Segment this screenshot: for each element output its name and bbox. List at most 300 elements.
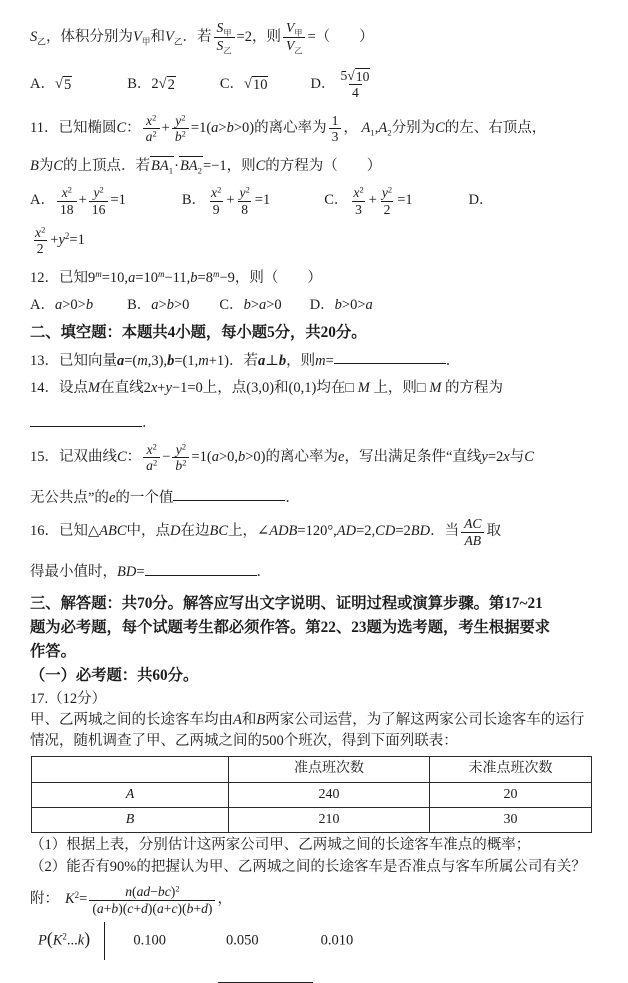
text-run: =1( (191, 449, 212, 466)
text-run: =10 (135, 270, 158, 287)
text-run: =−1，则 (203, 158, 256, 175)
text-run: 得最小值时， (30, 563, 117, 580)
superscript: m (158, 269, 165, 280)
text-run: + (163, 900, 172, 916)
text-run: ： (126, 119, 141, 136)
math-variable: A (378, 119, 388, 136)
text-run: ) (84, 928, 91, 949)
text-run: 上，∠ (228, 523, 270, 540)
text-run: 11．已知椭圆 (30, 119, 117, 136)
math-fraction (337, 68, 373, 101)
table-header-cell (32, 757, 229, 782)
text-run: 在边 (180, 523, 210, 540)
text-run: ： (126, 449, 142, 466)
math-variable: a (145, 128, 153, 144)
table-cell: 210 (229, 808, 430, 833)
superscript: 2 (152, 457, 158, 468)
subscript: 乙 (294, 46, 303, 56)
fraction-denominator (57, 201, 77, 217)
math-variable: b (226, 119, 234, 136)
text-run: =1 (110, 192, 126, 209)
bold-text: 三、解答题：共70分。解答应写出文字说明、证明过程或演算步骤。第17~21 (30, 594, 543, 612)
text-run: = (325, 352, 334, 369)
text-run: =1 (69, 231, 85, 248)
math-variable: C (524, 449, 534, 466)
math-vector-variable: b (167, 352, 175, 369)
text-run: + (193, 900, 202, 916)
subscript: 甲 (141, 36, 151, 47)
text-run: −11, (164, 270, 191, 287)
math-variable: y (175, 442, 182, 458)
subscript: 乙 (173, 36, 183, 47)
text-run: = (136, 563, 145, 580)
fraction-denominator (238, 201, 251, 217)
section3-part1-heading (30, 665, 602, 687)
text-run: + (50, 231, 59, 248)
math-fraction (214, 20, 235, 56)
fraction-numerator (90, 185, 106, 200)
math-fraction (329, 113, 342, 145)
math-variable: b (166, 297, 174, 314)
math-variable: c (127, 900, 134, 916)
subscript: 2 (197, 165, 202, 176)
math-variable: e (108, 489, 116, 506)
fraction-denominator (143, 457, 160, 473)
math-variable: ADB (269, 523, 298, 540)
text-run: >0> (62, 297, 86, 314)
math-sqrt (159, 76, 176, 94)
superscript: 2 (359, 184, 364, 195)
text-run: 14．设点 (30, 380, 88, 397)
section2-heading (30, 322, 602, 344)
table-row (32, 782, 592, 807)
math-variable: a (146, 458, 153, 474)
math-fraction (172, 113, 189, 145)
math-fraction (32, 225, 48, 257)
document-body (30, 20, 602, 983)
math-variable: b (175, 458, 183, 474)
fraction-numerator (237, 185, 253, 200)
text-run: >0 (266, 297, 282, 314)
fraction-numerator (283, 20, 306, 37)
text-run: ( (46, 928, 53, 949)
text-run: ．当 (430, 523, 460, 540)
fraction-denominator (352, 201, 365, 217)
radicand (252, 76, 269, 94)
text-run: ． (445, 352, 461, 369)
text-run: )( (118, 900, 128, 916)
math-variable: e (338, 449, 345, 466)
math-overline-vector (179, 156, 203, 174)
table-cell: B (32, 808, 229, 833)
text-run: + (226, 192, 235, 209)
text-run: A． (30, 192, 55, 209)
math-variable: BA (179, 158, 198, 175)
superscript: 2 (99, 184, 104, 195)
math-variable: k (77, 932, 85, 949)
text-run: −9，则（ ） (219, 270, 322, 287)
math-variable: BC (209, 523, 229, 540)
math-sqrt (347, 68, 370, 85)
text-run: > (250, 297, 259, 314)
text-run: =(1, (174, 352, 199, 369)
text-run: ，写出满足条件“直线 (344, 449, 482, 466)
answer-blank (334, 349, 446, 365)
subscript: 甲 (294, 28, 303, 38)
vertical-divider (104, 922, 105, 960)
q11-stem-line2 (30, 156, 602, 177)
math-variable: V (285, 38, 295, 54)
table-header-cell: 准点班次数 (229, 757, 430, 782)
text-run: · (174, 158, 179, 175)
math-variable: S (30, 29, 38, 46)
text-run: D． (468, 192, 494, 209)
contingency-table (31, 756, 592, 833)
math-variable: CD (375, 523, 396, 540)
math-variable: B (256, 712, 266, 729)
text-run: =1 (254, 192, 271, 209)
text-run: 和 (241, 712, 257, 729)
text-run: 情况，随机调查了甲、乙两城之间的500个班次，得到下面列联表： (30, 733, 458, 750)
radical-sign: √ (158, 75, 167, 92)
fraction-numerator (144, 442, 160, 457)
math-variable: BD (410, 523, 431, 540)
superscript: 2 (181, 112, 186, 123)
superscript: 2 (152, 112, 157, 123)
fraction-denominator (214, 37, 235, 55)
text-run: ． (285, 489, 300, 506)
text-run: 13．已知向量 (30, 352, 117, 369)
math-variable: x (146, 112, 153, 128)
superscript: m (212, 269, 220, 280)
math-variable: b (174, 128, 182, 144)
superscript: 2 (182, 457, 187, 468)
text-run: 16．已知△ (30, 523, 100, 540)
math-variable: a (128, 270, 136, 287)
superscript: 2 (175, 883, 180, 894)
math-variable: C (435, 119, 445, 136)
math-variable: M (88, 380, 101, 397)
math-variable: b (238, 449, 246, 466)
fraction-denominator (172, 128, 189, 144)
text-run: =1( (190, 119, 212, 136)
math-variable: b (334, 297, 342, 314)
fraction-numerator (143, 113, 159, 128)
math-fraction (379, 185, 395, 217)
math-variable: y (381, 185, 388, 201)
text-run: ) (170, 884, 176, 900)
fraction-numerator (214, 20, 235, 37)
text-run: 12．已知9 (30, 270, 96, 287)
text-run: 为 (38, 158, 54, 175)
bold-text: 二、填空题：本题共4小题，每小题5分，共20分。 (30, 324, 367, 342)
text-run: =10, (101, 270, 129, 287)
q11-stem-line1 (30, 113, 602, 145)
text-run: ． (142, 415, 157, 432)
text-run: 1 (331, 112, 339, 128)
math-vector-variable: a (117, 352, 125, 369)
text-run: ,3), (147, 352, 168, 369)
math-vector-variable: a (257, 352, 266, 369)
math-variable: V (132, 29, 142, 46)
math-variable: y (93, 185, 100, 201)
superscript: 2 (62, 931, 67, 942)
math-sqrt (55, 76, 72, 94)
text-run: 0.010 (320, 932, 354, 949)
radical-sign: √ (244, 75, 252, 92)
superscript: m (95, 269, 102, 280)
table-row (32, 808, 592, 833)
math-variable: x (146, 442, 153, 458)
math-variable: ABC (99, 523, 127, 540)
text-run: A． (30, 297, 55, 314)
math-variable: a (151, 297, 159, 314)
text-run: =120°, (297, 523, 337, 540)
math-variable: x (150, 380, 158, 397)
q16-stem-line1 (30, 516, 602, 548)
text-run: ( (92, 900, 97, 916)
math-variable: AD (336, 523, 357, 540)
math-variable: M (357, 380, 370, 397)
math-variable: x (211, 185, 218, 201)
q10-options (30, 68, 602, 101)
math-fraction (350, 185, 366, 217)
math-variable: ad (136, 884, 151, 900)
text-run: 17.（12分） (30, 691, 107, 708)
answer-blank (173, 486, 285, 502)
text-run: 3 (331, 128, 339, 144)
math-variable: x (35, 224, 42, 240)
superscript: 2 (64, 230, 70, 241)
q10-stem-continued (30, 20, 602, 56)
math-variable: d (141, 900, 148, 916)
math-variable: x (61, 185, 68, 201)
text-run: >0 (173, 297, 190, 314)
text-run: + (161, 119, 170, 136)
text-run: 0.100 (133, 932, 167, 949)
math-variable: P (38, 932, 47, 949)
text-run: 的方程为（ ） (265, 158, 382, 175)
math-variable: V (164, 29, 174, 46)
text-run: 10 (355, 68, 370, 84)
superscript: 2 (152, 128, 157, 139)
math-variable: A (361, 119, 371, 136)
superscript: 2 (181, 128, 186, 139)
fraction-numerator (173, 442, 189, 457)
text-run: =2 (487, 449, 504, 466)
math-variable: BA (151, 158, 169, 175)
math-variable: y (175, 112, 182, 128)
q11-options (30, 185, 602, 217)
radical-sign: √ (347, 67, 355, 83)
q13-stem (30, 349, 602, 372)
math-variable: A (233, 712, 242, 729)
fraction-denominator (89, 900, 215, 916)
math-variable: b (186, 900, 194, 916)
text-run: A． (30, 75, 55, 92)
text-run: + (133, 900, 142, 916)
math-variable: a (156, 900, 164, 916)
text-run: 取 (486, 523, 502, 540)
math-variable: a (54, 297, 63, 314)
text-run: >0, (218, 449, 238, 466)
text-run: 中，点 (126, 523, 171, 540)
text-run: 5 (63, 76, 72, 93)
text-run: 10 (252, 76, 268, 93)
text-run: 附： (30, 891, 59, 908)
text-run: =8 (197, 270, 213, 287)
text-run: ⊥ (265, 352, 279, 369)
text-run: >0> (341, 297, 366, 314)
bold-text: 题为必考题，每个试题考生都必须作答。第22、23题为选考题，考生根据要求 (30, 618, 551, 636)
bold-text: （一）必考题：共60分。 (30, 667, 199, 685)
text-run: ( (132, 884, 137, 900)
q17-pvalue-row (30, 922, 602, 960)
q14-stem-line1 (30, 378, 602, 399)
superscript: 2 (74, 890, 80, 901)
math-variable: M (429, 380, 442, 397)
subscript: 乙 (37, 36, 46, 47)
math-variable: y (58, 231, 65, 248)
text-run: − (162, 449, 171, 466)
text-run: =( (124, 352, 138, 369)
text-run: 分别为 (391, 119, 436, 136)
math-variable: c (171, 900, 178, 916)
fraction-numerator (59, 185, 75, 200)
text-run: B．2 (127, 75, 159, 92)
text-run: −1=0上，点(3,0)和(0,1)均在□ (171, 380, 358, 397)
math-fraction (237, 185, 253, 217)
text-run: , (374, 119, 379, 136)
radicand (355, 68, 371, 85)
q14-answer-blank-line (30, 411, 602, 434)
table-cell: 30 (430, 808, 592, 833)
math-variable: C (117, 449, 127, 466)
math-variable: a (259, 297, 267, 314)
text-run: B． (181, 192, 207, 209)
subscript: 乙 (223, 46, 232, 56)
q16-stem-line2 (30, 560, 602, 583)
math-variable: B (30, 158, 39, 175)
text-run: +1)．若 (208, 352, 258, 369)
math-variable: y (165, 380, 172, 397)
fraction-numerator (172, 113, 188, 128)
q17-formula-note (30, 884, 602, 916)
text-run: 0.050 (226, 932, 259, 949)
text-run: （1）根据上表，分别估计这两家公司甲、乙两城之间的长途客车准点的概率； (30, 837, 531, 854)
text-run: )( (147, 900, 157, 916)
text-run: D． (310, 75, 336, 92)
math-fraction (283, 20, 306, 56)
q12-stem (30, 268, 602, 289)
fraction-denominator (143, 128, 160, 144)
text-run: =1 (397, 192, 413, 209)
text-run: ， (217, 891, 232, 908)
fraction-denominator (461, 532, 484, 548)
math-variable: a (96, 900, 104, 916)
text-run: 的方程为 (441, 380, 504, 397)
math-variable: BD (117, 563, 137, 580)
fraction-denominator (34, 240, 47, 256)
math-variable: b (111, 900, 119, 916)
math-vector-variable: b (278, 352, 287, 369)
math-variable: x (353, 185, 360, 201)
text-run: C． (219, 297, 244, 314)
math-variable: V (285, 20, 295, 35)
q17-stem-line2 (30, 731, 602, 752)
text-run: ．若 (182, 29, 212, 46)
text-run: + (157, 380, 166, 397)
superscript: 2 (181, 441, 187, 452)
math-variable: a (365, 297, 373, 314)
math-variable: d (201, 900, 208, 916)
text-run: > (158, 297, 167, 314)
subscript: 2 (387, 127, 392, 138)
math-fraction (208, 185, 224, 217)
text-run: C． (219, 75, 245, 92)
math-overline-vector (150, 156, 174, 174)
q17-stem-line1 (30, 710, 602, 731)
text-run: （2）能否有90%的把握认为甲、乙两城之间的长途客车是否准点与客车所属公司有关？ (30, 859, 586, 876)
q11-option-d-continued (30, 225, 602, 257)
text-run: ． (256, 563, 272, 580)
math-variable: b (85, 297, 94, 314)
q12-options (30, 295, 602, 316)
q17-table (30, 756, 602, 833)
text-run: B． (127, 297, 152, 314)
section3-heading-line2 (30, 617, 602, 639)
text-run: = (79, 891, 88, 908)
text-run: 2 (36, 241, 44, 257)
math-variable: C (255, 158, 266, 175)
q17-partial-rule (30, 962, 602, 983)
text-run: 2 (383, 201, 391, 217)
table-cell: 20 (430, 782, 592, 807)
math-variable: y (239, 185, 246, 201)
text-run: 两家公司运营，为了解这两家公司长途客车的运行 (265, 712, 585, 729)
fraction-denominator (349, 84, 362, 100)
section3-heading-line3 (30, 641, 602, 663)
text-run: 3 (355, 201, 362, 217)
math-fraction (172, 442, 189, 474)
text-run: 上，则□ (369, 380, 430, 397)
text-run: ，体积分别为 (45, 29, 133, 46)
math-fraction (461, 516, 484, 548)
text-run: 与 (509, 449, 525, 466)
superscript: 2 (387, 184, 393, 195)
radical-sign: √ (54, 75, 63, 92)
text-run: 16 (91, 201, 106, 217)
math-variable: S (216, 38, 224, 54)
math-variable: S (216, 20, 224, 35)
table-cell: 240 (229, 782, 430, 807)
fraction-numerator (122, 884, 182, 899)
math-fraction (89, 884, 215, 916)
math-variable: m (137, 352, 148, 369)
text-run: =（ ） (307, 29, 374, 46)
fraction-numerator (461, 516, 484, 531)
text-run: 15．记双曲线 (30, 449, 117, 466)
subscript: 甲 (223, 28, 232, 38)
text-run: =2 (395, 523, 411, 540)
math-variable: AC (464, 516, 482, 532)
math-variable: a (211, 119, 219, 136)
bold-text: 作答。 (30, 643, 76, 661)
math-sqrt (244, 76, 268, 94)
math-variable: m (315, 352, 326, 369)
text-run: D． (309, 297, 335, 314)
math-fraction (89, 185, 109, 217)
